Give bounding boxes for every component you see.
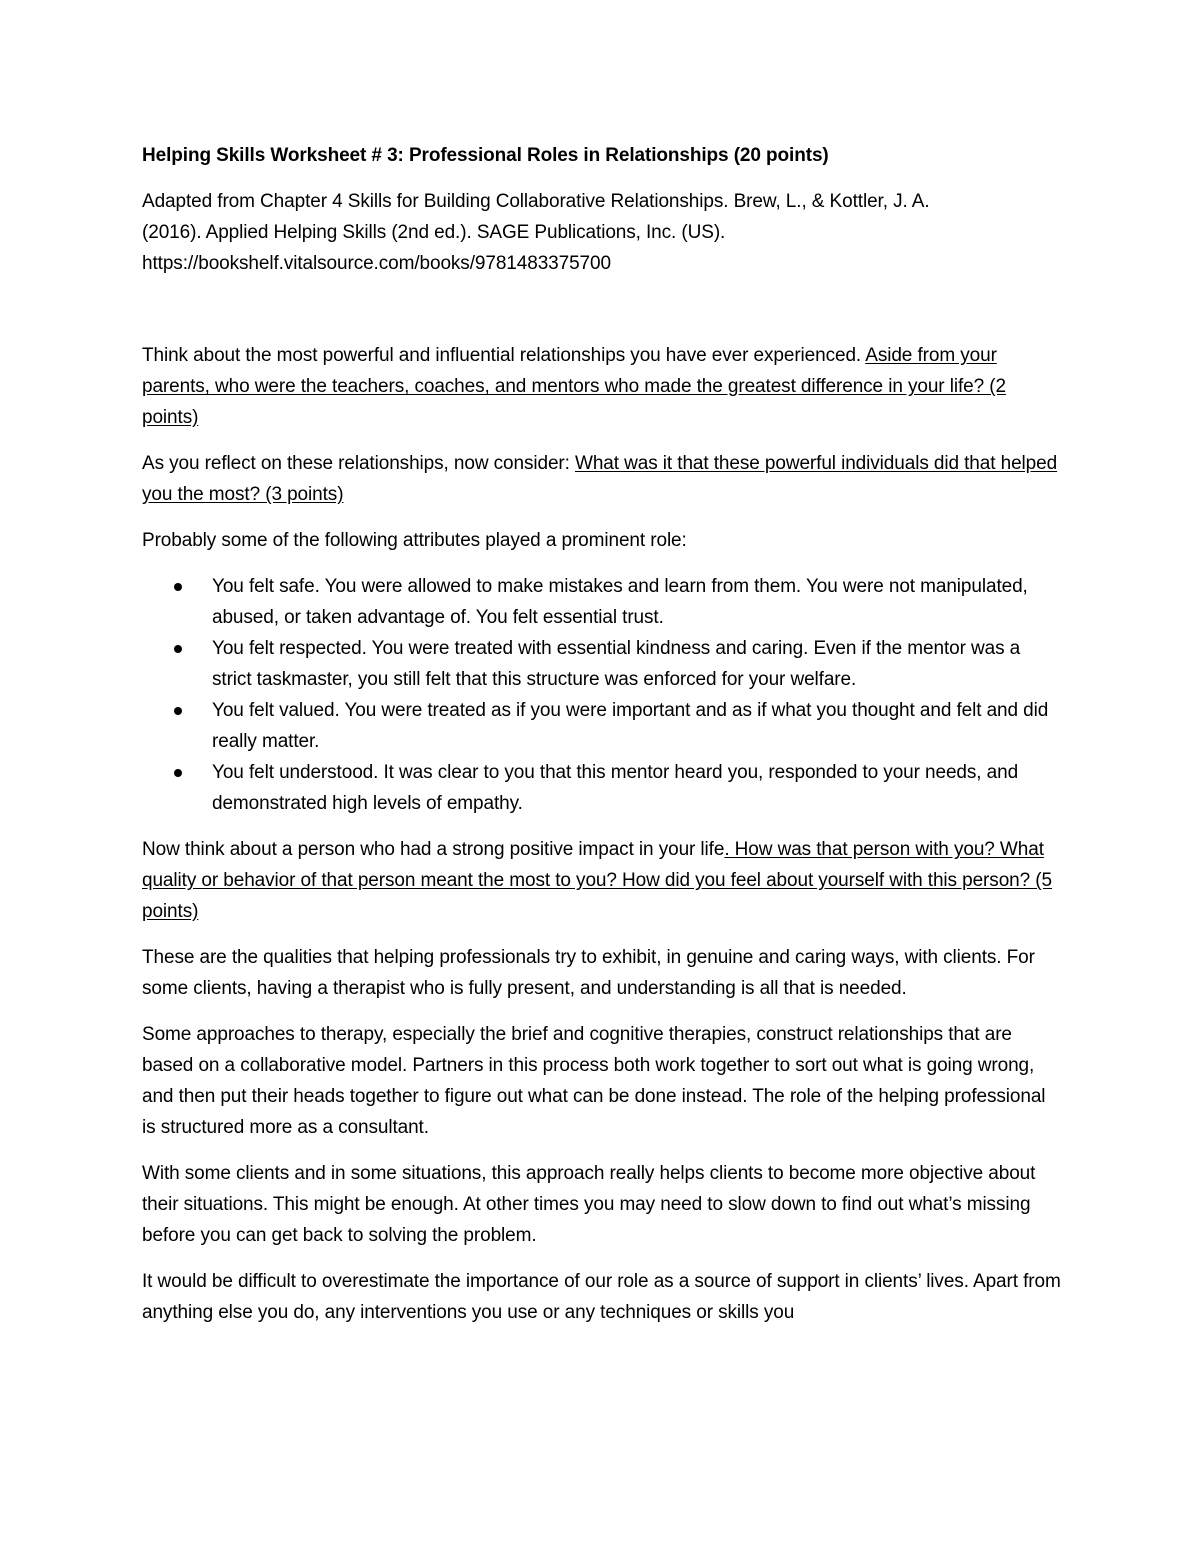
question-3-prompt: . How was that person with you? What quality or behavior of that person meant the most to you? How did you feel about yourself with this person? (5 points): [142, 839, 1052, 922]
list-item: [142, 695, 1062, 757]
question-2-prompt: What was it that these powerful individuals did that helped you the most? (3 points): [142, 453, 1058, 505]
citation-line-2: (2016). Applied Helping Skills (2nd ed.). SAGE Publications, Inc. (US).: [142, 222, 726, 243]
citation-url[interactable]: https://bookshelf.vitalsource.com/books/9781483375700: [142, 253, 611, 274]
list-item-text: You felt safe. You were allowed to make mistakes and learn from them. You were not manipulated, abused, or taken advantage of. You felt essential trust.: [212, 576, 1028, 628]
question-3: [142, 834, 1062, 927]
citation: [142, 186, 1062, 279]
paragraph-support-role: It would be difficult to overestimate the importance of our role as a source of support in clients’ lives. Apart from anything else you do, any interventions you use or any techniques or skills you: [142, 1271, 1061, 1323]
question-1: [142, 340, 1062, 433]
citation-line-1: Adapted from Chapter 4 Skills for Building Collaborative Relationships. Brew, L., & Kottler, J. A.: [142, 191, 930, 212]
question-1-prompt: Aside from your parents, who were the teachers, coaches, and mentors who made the greatest difference in your life? (2 points): [142, 345, 1006, 428]
paragraph-some-clients: With some clients and in some situations, this approach really helps clients to become more objective about their situations. This might be enough. At other times you may need to slow down to find out what’s missing before you can get back to solving the problem.: [142, 1163, 1036, 1246]
bullet-icon: [174, 769, 182, 777]
attributes-list: [142, 571, 1062, 819]
paragraph-qualities: These are the qualities that helping professionals try to exhibit, in genuine and caring ways, with clients. For some clients, having a therapist who is fully present, and understanding is all that is needed.: [142, 947, 1035, 999]
question-2: [142, 448, 1062, 510]
blank-space: [142, 279, 1062, 340]
list-item: [142, 633, 1062, 695]
paragraph-collaborative-model: Some approaches to therapy, especially the brief and cognitive therapies, construct relationships that are based on a collaborative model. Partners in this process both work together to sort out what is going wrong, and then put their heads together to figure out what can be done instead. The role of the helping professional is structured more as a consultant.: [142, 1024, 1046, 1138]
question-1-lead: Think about the most powerful and influential relationships you have ever experienced.: [142, 345, 866, 366]
worksheet-title: Helping Skills Worksheet # 3: Professional Roles in Relationships (20 points): [142, 145, 829, 166]
list-item-text: You felt respected. You were treated with essential kindness and caring. Even if the mentor was a strict taskmaster, you still felt that this structure was enforced for your welfare.: [212, 638, 1021, 690]
list-item-text: You felt valued. You were treated as if you were important and as if what you thought and felt and did really matter.: [212, 700, 1049, 752]
bullet-icon: [174, 583, 182, 591]
question-2-lead: As you reflect on these relationships, now consider:: [142, 453, 575, 474]
list-item: [142, 757, 1062, 819]
list-item-text: You felt understood. It was clear to you that this mentor heard you, responded to your needs, and demonstrated high levels of empathy.: [212, 762, 1019, 814]
attributes-intro: Probably some of the following attributes played a prominent role:: [142, 530, 687, 551]
question-3-lead: Now think about a person who had a strong positive impact in your life: [142, 839, 725, 860]
bullet-icon: [174, 645, 182, 653]
list-item: [142, 571, 1062, 633]
document-page: [142, 140, 1062, 1343]
bullet-icon: [174, 707, 182, 715]
